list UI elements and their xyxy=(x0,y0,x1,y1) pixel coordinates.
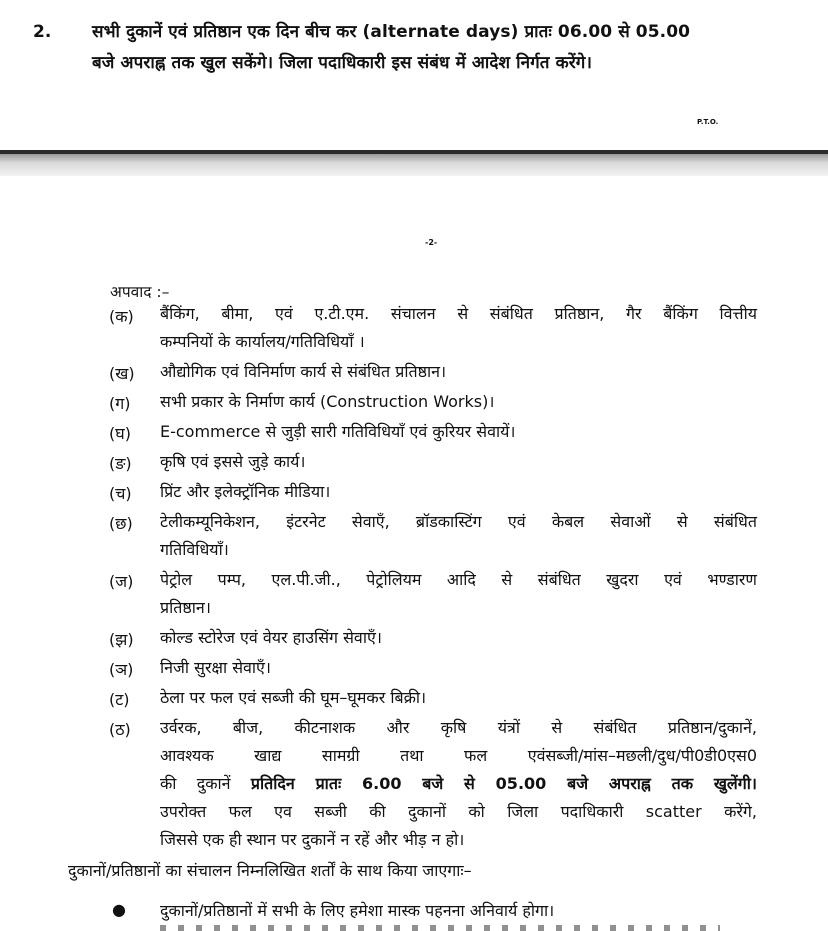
cut-off-text-fragment xyxy=(160,925,720,931)
exception-text: पेट्रोल पम्प, एल.पी.जी., पेट्रोलियम आदि से संबंधित खुदरा एवं भण्डारण xyxy=(160,570,757,589)
exception-label: (च) xyxy=(109,484,132,503)
exception-text: ठेला पर फल एवं सब्जी की घूम–घूमकर बिक्री। xyxy=(160,688,427,707)
exception-text: औद्योगिक एवं विनिर्माण कार्य से संबंधित प्रतिष्ठान। xyxy=(160,362,447,381)
exception-label: (घ) xyxy=(109,424,131,443)
exception-text: कम्पनियों के कार्यालय/गतिविधियाँ । xyxy=(160,332,365,351)
exception-label: (ठ) xyxy=(109,720,131,739)
exception-label: (ञ) xyxy=(109,660,134,679)
pto-note: P.T.O. xyxy=(697,118,719,126)
exception-label: (ख) xyxy=(109,364,135,383)
exception-text: प्रिंट और इलेक्ट्रॉनिक मीडिया। xyxy=(160,482,331,501)
page-shadow xyxy=(0,154,828,176)
exception-text: उर्वरक, बीज, कीटनाशक और कृषि यंत्रों से संबंधित प्रतिष्ठान/दुकानें, xyxy=(160,718,757,737)
item-2-line-2: बजे अपराह्न तक खुल सकेंगे। जिला पदाधिकारी इस संबंध में आदेश निर्गत करेंगे। xyxy=(92,53,593,73)
exception-text: प्रतिष्ठान। xyxy=(160,598,211,617)
exception-label: (छ) xyxy=(109,514,133,533)
item-number: 2. xyxy=(33,22,52,42)
exception-text: टेलीकम्यूनिकेशन, इंटरनेट सेवाएँ, ब्रॉडकास्टिंग एवं केबल सेवाओं से संबंधित xyxy=(160,512,757,531)
exception-text-bold: प्रतिदिन प्रातः 6.00 बजे से 05.00 बजे अपराह्न तक खुलेंगी। xyxy=(250,774,758,793)
exception-label: (झ) xyxy=(109,630,134,649)
bullet-dot-icon: ● xyxy=(112,900,126,919)
exception-text: निजी सुरक्षा सेवाएँ। xyxy=(160,658,271,677)
exception-label: (ङ) xyxy=(109,454,132,473)
exception-text xyxy=(160,772,757,794)
exception-text: उपरोक्त फल एव सब्जी की दुकानों को जिला पदाधिकारी scatter करेंगे, xyxy=(160,802,757,821)
exception-text: आवश्यक खाद्य सामग्री तथा फल एवंसब्जी/मांस–मछली/दुध/पी0डी0एस0 xyxy=(160,746,757,765)
exception-text: कोल्ड स्टोरेज एवं वेयर हाउसिंग सेवाएँ। xyxy=(160,628,382,647)
item-2-line-1: सभी दुकानें एवं प्रतिष्ठान एक दिन बीच कर (alternate days) प्रातः 06.00 से 05.00 xyxy=(92,22,691,42)
exceptions-heading: अपवाद :– xyxy=(110,283,170,301)
exception-text: जिससे एक ही स्थान पर दुकानें न रहें और भीड़ न हो। xyxy=(160,830,465,849)
exception-text: गतिविधियाँ। xyxy=(160,540,229,559)
exception-label: (क) xyxy=(109,307,134,326)
condition-bullet-text: दुकानों/प्रतिष्ठानों में सभी के लिए हमेशा मास्क पहनना अनिवार्य होगा। xyxy=(160,901,555,920)
page-number: -2- xyxy=(425,238,438,247)
conditions-intro: दुकानों/प्रतिष्ठानों का संचालन निम्नलिखित शर्तों के साथ किया जाएगाः– xyxy=(68,861,472,880)
exception-text: E-commerce से जुड़ी सारी गतिविधियाँ एवं कुरियर सेवायें। xyxy=(160,422,516,441)
exception-label: (ट) xyxy=(109,690,130,709)
exception-text: सभी प्रकार के निर्माण कार्य (Construction Works)। xyxy=(160,392,495,411)
exception-label: (ज) xyxy=(109,572,134,591)
exception-text: बैंकिंग, बीमा, एवं ए.टी.एम. संचालन से संबंधित प्रतिष्ठान, गैर बैंकिंग वित्तीय xyxy=(160,304,757,323)
exception-text-plain: की दुकानें xyxy=(160,774,231,793)
exception-label: (ग) xyxy=(109,394,131,413)
exception-text: कृषि एवं इससे जुड़े कार्य। xyxy=(160,452,306,471)
